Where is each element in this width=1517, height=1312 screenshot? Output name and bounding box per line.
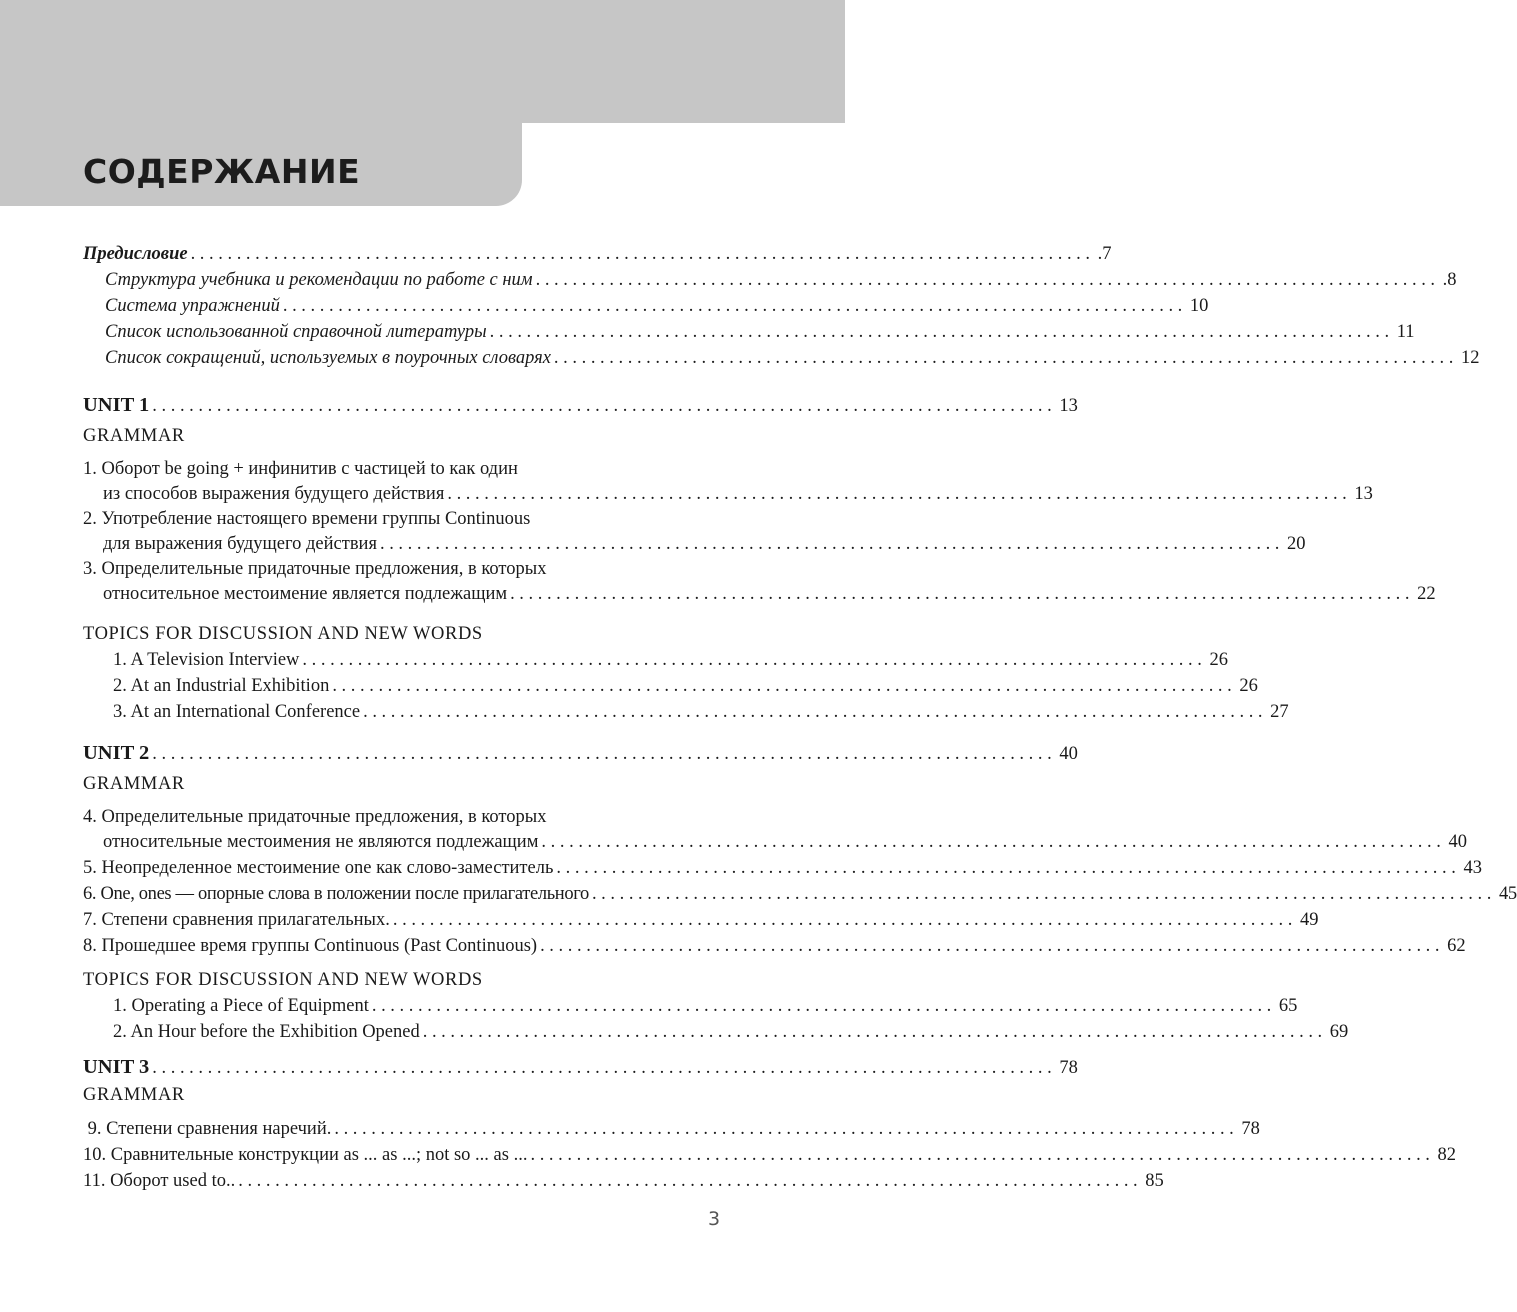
entry-page: 69 — [1329, 1022, 1349, 1042]
entry-page: 20 — [1287, 534, 1306, 554]
toc-entry-topic[interactable] — [83, 993, 1298, 1019]
toc-entry-preface[interactable] — [83, 241, 1112, 267]
entry-page: 40 — [1448, 832, 1467, 852]
entry-page: 12 — [1460, 348, 1480, 368]
toc-entry[interactable] — [83, 293, 1209, 319]
dot-leader: .................................................................................................. — [541, 832, 1446, 852]
page-number: 3 — [708, 1208, 721, 1230]
toc-entry-topic[interactable] — [83, 647, 1228, 673]
toc-entry-topic[interactable] — [83, 673, 1258, 699]
toc-entry-unit-1[interactable] — [83, 391, 1078, 420]
toc-entry-topic[interactable] — [83, 699, 1289, 725]
dot-leader: .................................................................................................. — [371, 996, 1276, 1016]
entry-title: 11. Оборот used to.. — [83, 1171, 236, 1191]
entry-title-line2: относительное местоимение является подлежащим — [103, 584, 508, 604]
entry-title: 5. Неопределенное местоимение one как слово-заместитель — [83, 858, 554, 878]
entry-title-line2: из способов выражения будущего действия — [103, 484, 445, 504]
entry-page: 11 — [1396, 322, 1415, 342]
dot-leader: .................................................................................................. — [190, 244, 1095, 264]
entry-page: 13 — [1059, 396, 1078, 416]
unit-title: UNIT 2 — [83, 742, 150, 764]
entry-title-line2: для выражения будущего действия — [103, 534, 377, 554]
entry-page: 26 — [1239, 676, 1258, 696]
toc-entry-grammar-3[interactable] — [83, 557, 1436, 607]
toc-entry-grammar-6[interactable] — [83, 881, 1517, 907]
dot-leader: .................................................................................................. — [152, 1058, 1057, 1078]
entry-page: 62 — [1447, 936, 1466, 956]
dot-leader: .................................................................................................. — [282, 296, 1187, 316]
entry-title: 8. Прошедшее время группы Continuous (Past Continuous) — [83, 936, 538, 956]
toc-entry-unit-3[interactable] — [83, 1053, 1078, 1082]
entry-title-line1: 3. Определительные придаточные предложения, в которых — [83, 559, 547, 579]
entry-page: 49 — [1299, 910, 1319, 930]
grammar-heading: GRAMMAR — [83, 426, 185, 446]
toc-entry-unit-2[interactable] — [83, 739, 1078, 768]
entry-page: 22 — [1417, 584, 1436, 604]
entry-title: 1. A Television Interview — [113, 650, 300, 670]
entry-page: 26 — [1209, 650, 1228, 670]
entry-title: 1. Operating a Piece of Equipment — [113, 996, 369, 1016]
entry-title: 7. Степени сравнения прилагательных. — [83, 910, 390, 930]
entry-page: 65 — [1278, 996, 1298, 1016]
grammar-heading: GRAMMAR — [83, 774, 185, 794]
dot-leader: .................................................................................................. — [392, 910, 1297, 930]
topics-heading: TOPICS FOR DISCUSSION AND NEW WORDS — [83, 970, 483, 990]
dot-leader: .................................................................................................. — [489, 322, 1394, 342]
grammar-heading: GRAMMAR — [83, 1085, 185, 1105]
entry-title: Список сокращений, используемых в поурочных словарях — [105, 348, 551, 368]
header-band — [0, 0, 845, 123]
entry-page: 82 — [1437, 1145, 1457, 1165]
entry-title: 2. An Hour before the Exhibition Opened — [113, 1022, 420, 1042]
toc-entry-grammar-11[interactable] — [83, 1168, 1164, 1194]
entry-page: 10 — [1189, 296, 1209, 316]
dot-leader: .................................................................................................. — [556, 858, 1461, 878]
dot-leader: .................................................................................................. — [422, 1022, 1327, 1042]
entry-page: 78 — [1241, 1119, 1260, 1139]
toc-entry-grammar-10[interactable] — [83, 1142, 1457, 1168]
toc-entry-topic[interactable] — [83, 1019, 1349, 1045]
entry-page: 40 — [1059, 744, 1078, 764]
toc-entry-grammar-2[interactable] — [83, 507, 1306, 557]
unit-title: UNIT 1 — [83, 394, 150, 416]
toc-entry-grammar-8[interactable] — [83, 933, 1466, 959]
entry-title-line1: 4. Определительные придаточные предложения, в которых — [83, 807, 547, 827]
toc-entry[interactable] — [83, 345, 1480, 371]
toc-entry[interactable] — [83, 267, 1457, 293]
entry-page: 27 — [1270, 702, 1289, 722]
dot-leader: .................................................................................................. — [152, 744, 1057, 764]
dot-leader: .................................................................................................. — [530, 1145, 1435, 1165]
dot-leader: .................................................................................................. — [379, 534, 1285, 554]
dot-leader: .................................................................................................. — [447, 484, 1352, 504]
entry-page: .8 — [1442, 270, 1457, 290]
topics-heading: TOPICS FOR DISCUSSION AND NEW WORDS — [83, 624, 483, 644]
entry-title: 6. One, ones — опорные слова в положении после прилагательного — [83, 884, 589, 904]
entry-title: 3. At an International Conference — [113, 702, 361, 722]
dot-leader: .................................................................................................. — [363, 702, 1268, 722]
dot-leader: .................................................................................................. — [535, 270, 1440, 290]
dot-leader: .................................................................................................. — [540, 936, 1445, 956]
dot-leader: .................................................................................................. — [238, 1171, 1143, 1191]
dot-leader: .................................................................................................. — [591, 884, 1496, 904]
entry-title: Система упражнений — [105, 296, 280, 316]
entry-title: Список использованной справочной литературы — [105, 322, 487, 342]
unit-title: UNIT 3 — [83, 1056, 150, 1078]
table-of-contents — [83, 241, 1517, 1194]
entry-title-line2: относительные местоимения не являются подлежащим — [103, 832, 539, 852]
entry-title-line1: 1. Оборот be going + инфинитив с частицей to как один — [83, 459, 518, 479]
dot-leader: .................................................................................................. — [152, 396, 1057, 416]
entry-title: Структура учебника и рекомендации по работе с ним — [105, 270, 533, 290]
toc-entry[interactable] — [83, 319, 1415, 345]
entry-title: 9. Степени сравнения наречий. — [83, 1119, 332, 1139]
dot-leader: .................................................................................................. — [302, 650, 1207, 670]
entry-page: .7 — [1097, 244, 1112, 264]
entry-page: 78 — [1059, 1058, 1078, 1078]
entry-title-line1: 2. Употребление настоящего времени группы Continuous — [83, 509, 531, 529]
dot-leader: .................................................................................................. — [334, 1119, 1239, 1139]
toc-entry-grammar-7[interactable] — [83, 907, 1319, 933]
entry-title: 10. Сравнительные конструкции as ... as ...; not so ... as ... — [83, 1145, 528, 1165]
page-title: СОДЕРЖАНИЕ — [83, 152, 361, 191]
toc-entry-grammar-9[interactable] — [83, 1116, 1260, 1142]
entry-title: Предисловие — [83, 244, 188, 264]
toc-entry-grammar-4[interactable] — [83, 805, 1467, 855]
entry-page: 45 — [1499, 884, 1517, 904]
dot-leader: .................................................................................................. — [510, 584, 1415, 604]
entry-title: 2. At an Industrial Exhibition — [113, 676, 330, 696]
dot-leader: .................................................................................................. — [553, 348, 1458, 368]
toc-entry-grammar-1[interactable] — [83, 457, 1373, 507]
dot-leader: .................................................................................................. — [332, 676, 1237, 696]
toc-entry-grammar-5[interactable] — [83, 855, 1482, 881]
entry-page: 43 — [1463, 858, 1482, 878]
entry-page: 13 — [1354, 484, 1373, 504]
entry-page: 85 — [1145, 1171, 1164, 1191]
